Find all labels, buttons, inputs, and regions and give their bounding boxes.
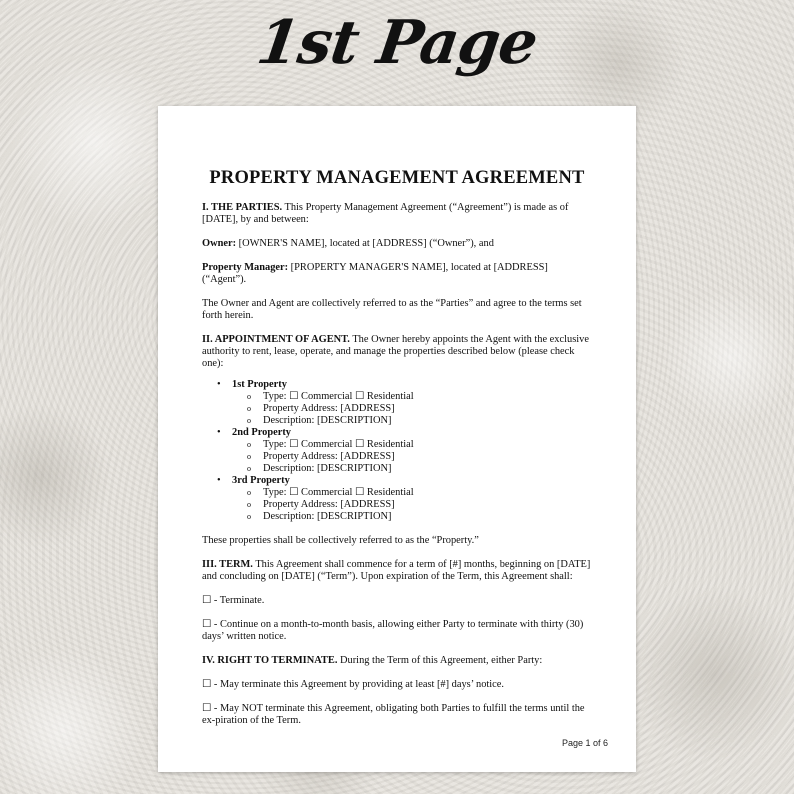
sub-bullet-icon: o bbox=[247, 404, 251, 413]
property-item bbox=[202, 427, 592, 475]
term-option-terminate: ☐ - Terminate. bbox=[202, 595, 265, 606]
parties-section bbox=[202, 202, 592, 226]
property-address: Property Address: [ADDRESS] bbox=[263, 451, 395, 462]
property-type: Type: ☐ Commercial ☐ Residential bbox=[263, 391, 414, 402]
right-option-may-not: ☐ - May NOT terminate this Agreement, obligating both Parties to fulfill the terms until the ex-piration of the Term. bbox=[202, 703, 585, 726]
sub-bullet-icon: o bbox=[247, 392, 251, 401]
property-name: 1st Property bbox=[232, 379, 287, 390]
manager-line bbox=[202, 262, 592, 286]
appointment-text: The Owner hereby appoints the Agent with the exclusive authority to rent, lease, operate, and manage the properties described below (please check one): bbox=[202, 334, 589, 369]
sub-bullet-icon: o bbox=[247, 512, 251, 521]
property-name: 3rd Property bbox=[232, 475, 290, 486]
property-name: 2nd Property bbox=[232, 427, 291, 438]
appointment-heading: II. APPOINTMENT OF AGENT. bbox=[202, 334, 350, 345]
property-address: Property Address: [ADDRESS] bbox=[263, 499, 395, 510]
owner-text: [OWNER'S NAME], located at [ADDRESS] (“Owner”), and bbox=[236, 238, 494, 249]
document-title: PROPERTY MANAGEMENT AGREEMENT bbox=[209, 168, 585, 188]
owner-label: Owner: bbox=[202, 238, 237, 249]
term-section bbox=[202, 559, 592, 583]
document-page bbox=[158, 106, 636, 772]
sub-bullet-icon: o bbox=[247, 488, 251, 497]
property-type: Type: ☐ Commercial ☐ Residential bbox=[263, 439, 414, 450]
sub-bullet-icon: o bbox=[247, 440, 251, 449]
manager-text: [PROPERTY MANAGER'S NAME], located at [ADDRESS] (“Agent”). bbox=[202, 262, 548, 285]
term-option-continue: ☐ - Continue on a month-to-month basis, allowing either Party to terminate with thirty (30) days’ written notice. bbox=[202, 619, 584, 642]
property-description: Description: [DESCRIPTION] bbox=[263, 463, 392, 474]
term-heading: III. TERM. bbox=[202, 559, 253, 570]
appointment-section bbox=[202, 334, 592, 370]
property-item bbox=[202, 475, 592, 523]
right-option-may: ☐ - May terminate this Agreement by providing at least [#] days’ notice. bbox=[202, 679, 504, 690]
property-list bbox=[202, 379, 592, 523]
collective-parties-text: The Owner and Agent are collectively referred to as the “Parties” and agree to the terms set forth herein. bbox=[202, 298, 582, 321]
right-text: During the Term of this Agreement, either Party: bbox=[337, 655, 543, 666]
property-description: Description: [DESCRIPTION] bbox=[263, 415, 392, 426]
page-heading-script: 1st Page bbox=[252, 8, 542, 78]
bullet-icon: • bbox=[217, 427, 221, 438]
sub-bullet-icon: o bbox=[247, 452, 251, 461]
parties-text: This Property Management Agreement (“Agreement”) is made as of [DATE], by and between: bbox=[202, 202, 569, 225]
sub-bullet-icon: o bbox=[247, 464, 251, 473]
term-text: This Agreement shall commence for a term of [#] months, beginning on [DATE] and concluding on [DATE] (“Term”). Upon expiration of the Term, this Agreement shall: bbox=[202, 559, 591, 582]
sub-bullet-icon: o bbox=[247, 416, 251, 425]
property-type: Type: ☐ Commercial ☐ Residential bbox=[263, 487, 414, 498]
parties-heading: I. THE PARTIES. bbox=[202, 202, 283, 213]
bullet-icon: • bbox=[217, 475, 221, 486]
collective-property-text: These properties shall be collectively referred to as the “Property.” bbox=[202, 535, 479, 546]
manager-label: Property Manager: bbox=[202, 262, 289, 273]
property-description: Description: [DESCRIPTION] bbox=[263, 511, 392, 522]
right-section bbox=[202, 655, 592, 667]
sub-bullet-icon: o bbox=[247, 500, 251, 509]
right-heading: IV. RIGHT TO TERMINATE. bbox=[202, 655, 338, 666]
page-number: Page 1 of 6 bbox=[561, 738, 608, 748]
bullet-icon: • bbox=[217, 379, 221, 390]
property-address: Property Address: [ADDRESS] bbox=[263, 403, 395, 414]
property-item bbox=[202, 379, 592, 427]
owner-line bbox=[202, 238, 592, 250]
